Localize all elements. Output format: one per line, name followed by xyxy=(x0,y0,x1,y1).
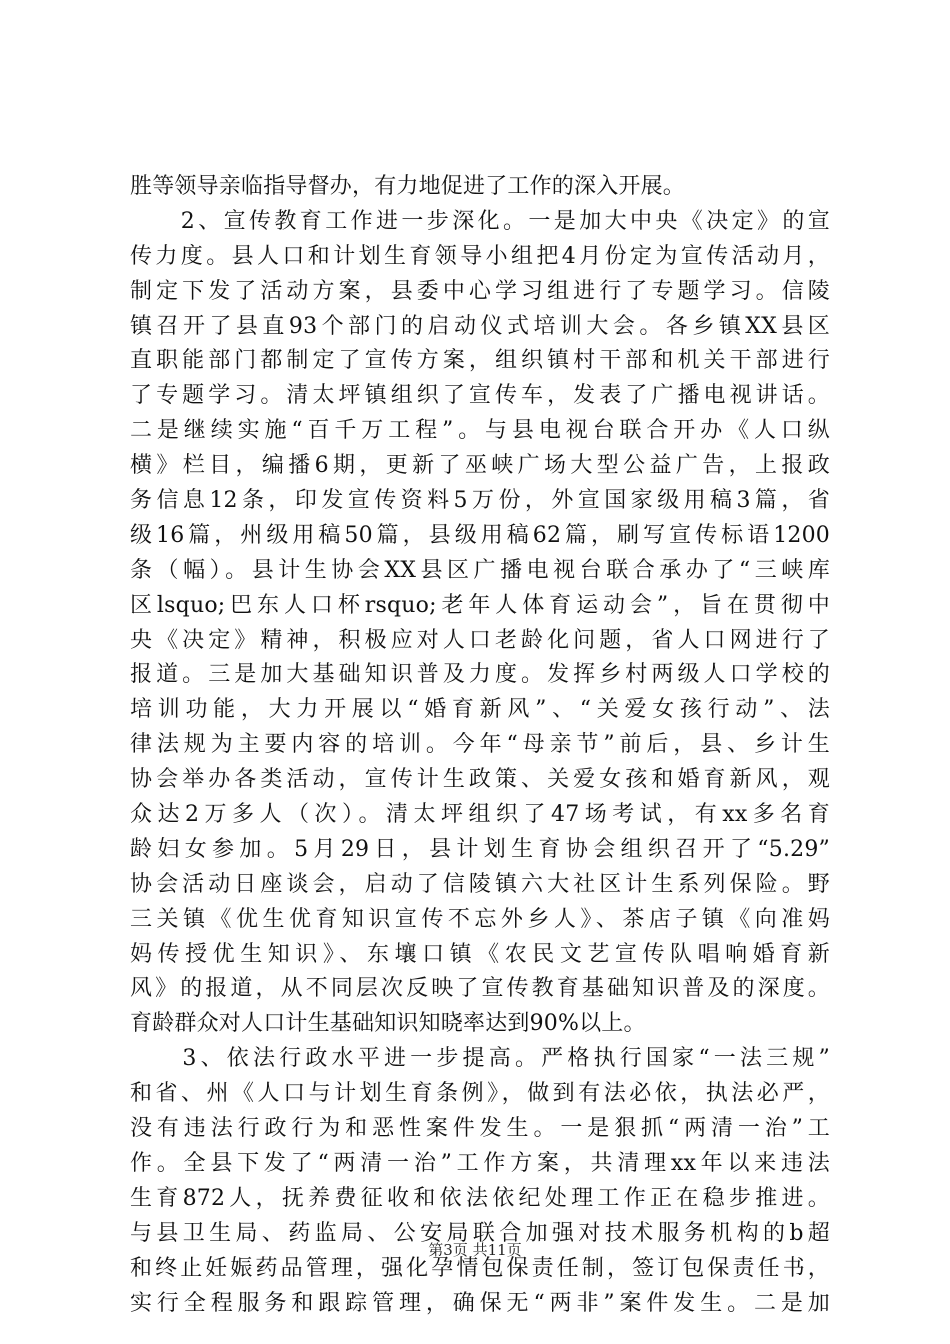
text-line: 生育872人，抚养费征收和依法依纪处理工作正在稳步推进。 xyxy=(130,1185,830,1211)
text-line: 制定下发了活动方案，县委中心学习组进行了专题学习。信陵 xyxy=(130,278,830,304)
document-body xyxy=(130,170,830,1321)
text-line: 协会活动日座谈会，启动了信陵镇六大社区计生系列保险。野 xyxy=(130,871,830,897)
text-line: 2、宣传教育工作进一步深化。一是加大中央《决定》的宣 xyxy=(130,208,830,234)
text-line: 作。全县下发了“两清一治”工作方案，共清理xx年以来违法 xyxy=(130,1150,830,1176)
text-line: 律法规为主要内容的培训。今年“母亲节”前后，县、乡计生 xyxy=(130,732,830,758)
text-line: 培训功能，大力开展以“婚育新风”、“关爱女孩行动”、法 xyxy=(130,697,830,723)
text-line: 条（幅）。县计生协会XX县区广播电视台联合承办了“三峡库 xyxy=(130,557,830,583)
text-line: 没有违法行政行为和恶性案件发生。一是狠抓“两清一治”工 xyxy=(130,1116,830,1142)
text-line: 和终止妊娠药品管理，强化孕情包保责任制，签订包保责任书， xyxy=(130,1255,830,1281)
text-line: 横》栏目，编播6期，更新了巫峡广场大型公益广告，上报政 xyxy=(130,453,830,479)
text-line: 务信息12条，印发宣传资料5万份，外宣国家级用稿3篇，省 xyxy=(130,488,830,514)
text-line: 3、依法行政水平进一步提高。严格执行国家“一法三规” xyxy=(130,1046,830,1072)
text-line: 级16篇，州级用稿50篇，县级用稿62篇，刷写宣传标语1200 xyxy=(130,522,830,548)
text-line: 胜等领导亲临指导督办，有力地促进了工作的深入开展。 xyxy=(130,174,686,199)
text-line: 实行全程服务和跟踪管理，确保无“两非”案件发生。二是加 xyxy=(130,1290,830,1316)
text-line: 镇召开了县直93个部门的启动仪式培训大会。各乡镇XX县区 xyxy=(130,313,830,339)
text-line: 众达2万多人（次）。清太坪组织了47场考试，有xx多名育 xyxy=(130,802,830,828)
text-line: 和省、州《人口与计划生育条例》，做到有法必依，执法必严， xyxy=(130,1081,830,1107)
text-line: 区lsquo;巴东人口杯rsquo;老年人体育运动会”，旨在贯彻中 xyxy=(130,592,830,618)
page-footer: 第3页 共11页 xyxy=(428,1241,522,1259)
text-line: 风》的报道，从不同层次反映了宣传教育基础知识普及的深度。 xyxy=(130,976,830,1002)
text-line: 育龄群众对人口计生基础知识知晓率达到90%以上。 xyxy=(130,1011,646,1037)
text-line: 直职能部门都制定了宣传方案，组织镇村干部和机关干部进行 xyxy=(130,348,830,374)
text-line: 协会举办各类活动，宣传计生政策、关爱女孩和婚育新风，观 xyxy=(130,767,830,793)
text-line: 央《决定》精神，积极应对人口老龄化问题，省人口网进行了 xyxy=(130,627,830,653)
text-line: 三关镇《优生优育知识宣传不忘外乡人》、茶店子镇《向准妈 xyxy=(130,906,830,932)
text-line: 二是继续实施“百千万工程”。与县电视台联合开办《人口纵 xyxy=(130,418,830,444)
text-line: 了专题学习。清太坪镇组织了宣传车，发表了广播电视讲话。 xyxy=(130,383,830,409)
text-line: 龄妇女参加。5月29日，县计划生育协会组织召开了“5.29” xyxy=(130,836,830,862)
text-line: 报道。三是加大基础知识普及力度。发挥乡村两级人口学校的 xyxy=(130,662,830,688)
text-line: 传力度。县人口和计划生育领导小组把4月份定为宣传活动月， xyxy=(130,243,830,269)
text-line: 与县卫生局、药监局、公安局联合加强对技术服务机构的b超 xyxy=(130,1220,830,1246)
text-line: 妈传授优生知识》、东壤口镇《农民文艺宣传队唱响婚育新 xyxy=(130,941,830,967)
